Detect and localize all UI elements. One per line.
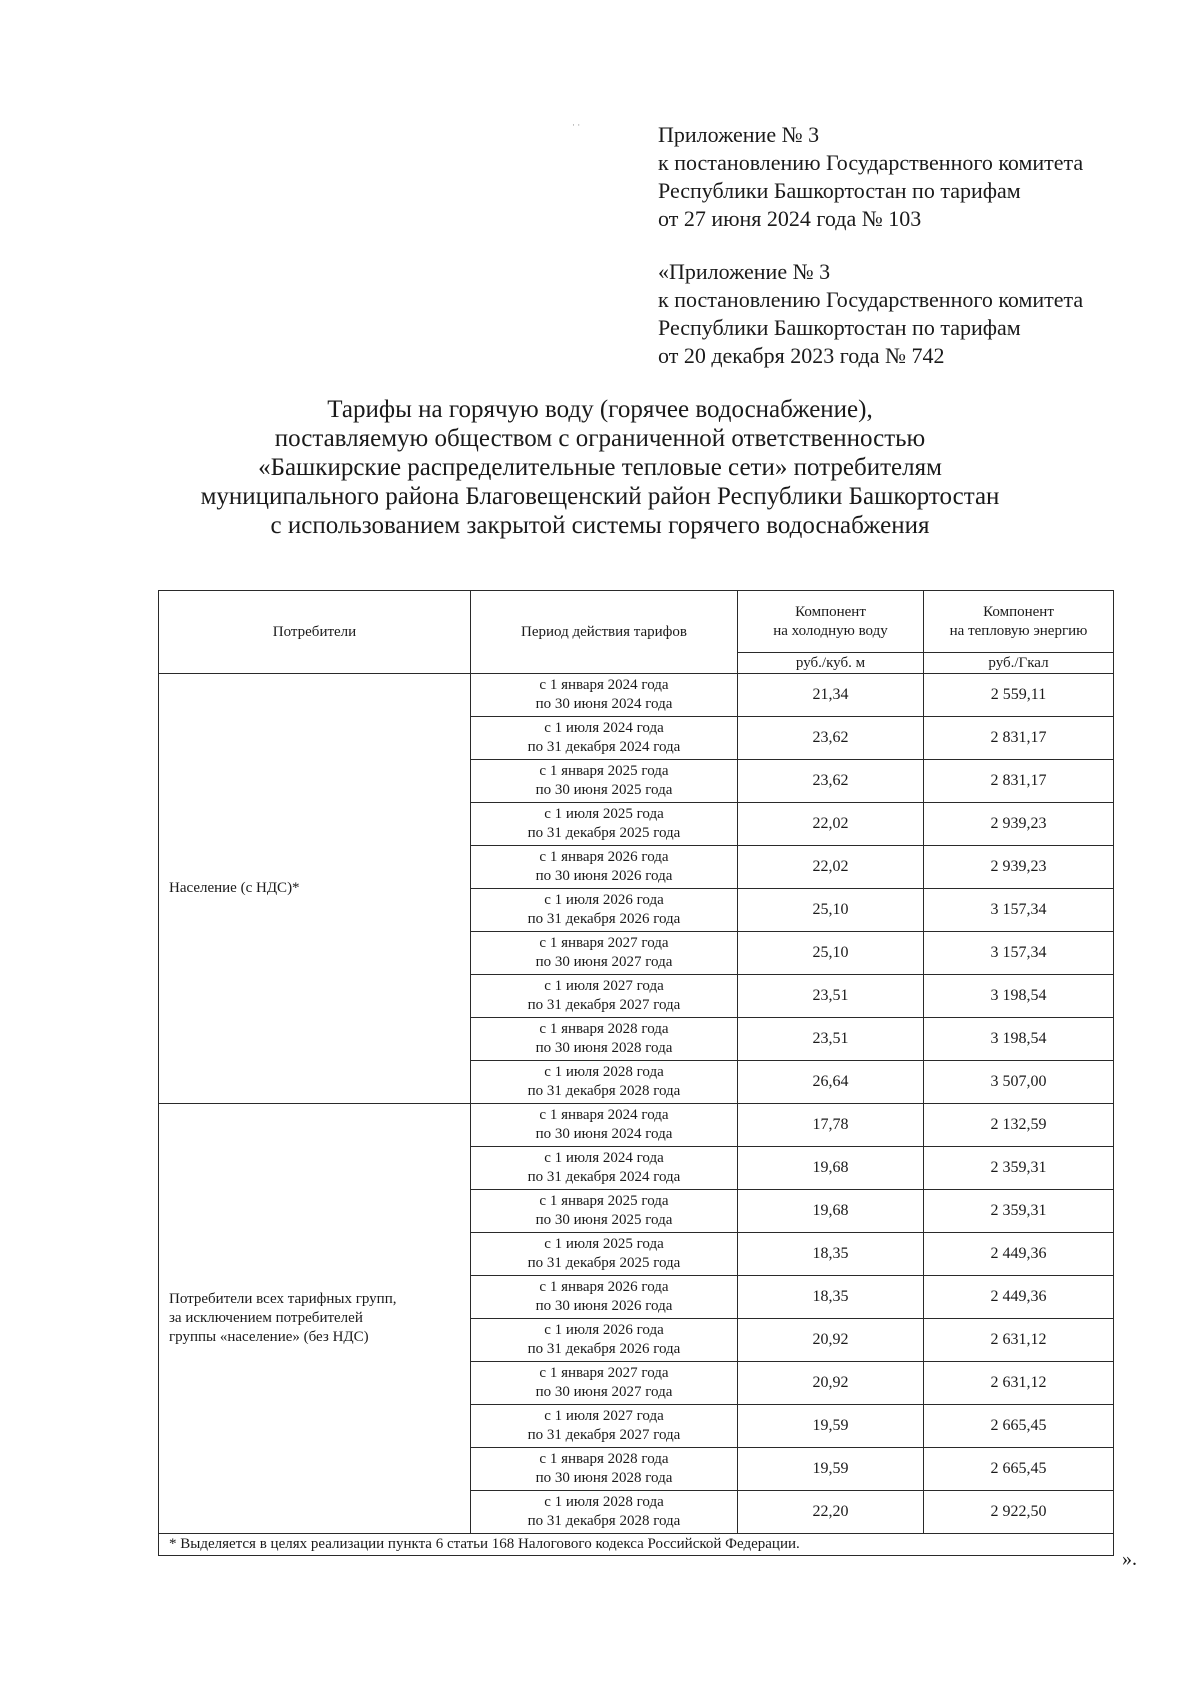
- closing-quote-mark: ».: [1122, 1548, 1137, 1570]
- period-from: с 1 января 2027 года: [539, 935, 669, 951]
- cold-water-value: 17,78: [738, 1104, 924, 1147]
- appendix-line: Республики Башкортостан по тарифам: [658, 178, 1021, 203]
- appendix-line: Приложение № 3: [658, 122, 820, 147]
- consumer-group-name-line: группы «население» (без НДС): [169, 1329, 369, 1345]
- heat-value: 2 359,31: [924, 1190, 1114, 1233]
- period-from: с 1 января 2024 года: [539, 1107, 669, 1123]
- period-cell: [471, 1448, 738, 1491]
- consumer-group-cell: [159, 674, 471, 1104]
- period-to: по 30 июня 2028 года: [535, 1040, 673, 1056]
- heat-value: 3 157,34: [924, 932, 1114, 975]
- period-cell: [471, 846, 738, 889]
- period-cell: [471, 1319, 738, 1362]
- appendix-line: к постановлению Государственного комитета: [658, 150, 1084, 175]
- period-to: по 30 июня 2026 года: [535, 868, 673, 884]
- heat-value: 2 831,17: [924, 760, 1114, 803]
- header-heat-line1: Компонент: [983, 603, 1054, 620]
- document-title: [0, 395, 1200, 540]
- consumer-group-name-line: за исключением потребителей: [169, 1310, 363, 1326]
- period-from: с 1 июля 2026 года: [544, 1322, 664, 1338]
- period-to: по 30 июня 2024 года: [535, 1126, 673, 1142]
- header-cold-water-unit: руб./куб. м: [738, 653, 924, 674]
- heat-value: 2 665,45: [924, 1448, 1114, 1491]
- appendix-line: к постановлению Государственного комитета: [658, 287, 1084, 312]
- period-cell: [471, 889, 738, 932]
- heat-value: 2 359,31: [924, 1147, 1114, 1190]
- period-from: с 1 июля 2024 года: [544, 1150, 664, 1166]
- period-cell: [471, 1190, 738, 1233]
- header-cold-water-line2: на холодную воду: [773, 622, 888, 639]
- cold-water-value: 23,51: [738, 975, 924, 1018]
- cold-water-value: 18,35: [738, 1233, 924, 1276]
- scan-artifact: · ·: [572, 120, 581, 130]
- period-from: с 1 июля 2025 года: [544, 1236, 664, 1252]
- heat-value: 3 198,54: [924, 975, 1114, 1018]
- heat-value: 2 939,23: [924, 803, 1114, 846]
- period-from: с 1 января 2026 года: [539, 849, 669, 865]
- period-to: по 30 июня 2026 года: [535, 1298, 673, 1314]
- period-to: по 31 декабря 2026 года: [527, 1341, 681, 1357]
- period-from: с 1 июля 2024 года: [544, 720, 664, 736]
- heat-value: 2 449,36: [924, 1233, 1114, 1276]
- header-consumers: Потребители: [159, 591, 471, 674]
- period-cell: [471, 717, 738, 760]
- period-from: с 1 июля 2026 года: [544, 892, 664, 908]
- period-from: с 1 июля 2027 года: [544, 1408, 664, 1424]
- period-cell: [471, 1147, 738, 1190]
- period-from: с 1 января 2027 года: [539, 1365, 669, 1381]
- appendix-header-current: [658, 121, 1083, 233]
- heat-value: 3 198,54: [924, 1018, 1114, 1061]
- appendix-line: «Приложение № 3: [658, 259, 831, 284]
- period-from: с 1 января 2025 года: [539, 1193, 669, 1209]
- appendix-line: Республики Башкортостан по тарифам: [658, 315, 1021, 340]
- cold-water-value: 19,68: [738, 1190, 924, 1233]
- period-from: с 1 июля 2025 года: [544, 806, 664, 822]
- cold-water-value: 19,59: [738, 1405, 924, 1448]
- cold-water-value: 22,02: [738, 803, 924, 846]
- cold-water-value: 19,59: [738, 1448, 924, 1491]
- heat-value: 2 665,45: [924, 1405, 1114, 1448]
- consumer-group-name-line: Потребители всех тарифных групп,: [169, 1291, 397, 1307]
- period-to: по 31 декабря 2025 года: [527, 825, 681, 841]
- cold-water-value: 21,34: [738, 674, 924, 717]
- title-line: муниципального района Благовещенский район Республики Башкортостан: [200, 483, 1000, 510]
- cold-water-value: 26,64: [738, 1061, 924, 1104]
- period-from: с 1 июля 2028 года: [544, 1064, 664, 1080]
- cold-water-value: 19,68: [738, 1147, 924, 1190]
- appendix-header-original: [658, 258, 1083, 370]
- period-cell: [471, 674, 738, 717]
- cold-water-value: 25,10: [738, 932, 924, 975]
- period-to: по 30 июня 2027 года: [535, 1384, 673, 1400]
- cold-water-value: 20,92: [738, 1362, 924, 1405]
- period-to: по 31 декабря 2024 года: [527, 1169, 681, 1185]
- table-row: [159, 1104, 1114, 1147]
- period-cell: [471, 1362, 738, 1405]
- appendix-line: от 20 декабря 2023 года № 742: [658, 343, 945, 368]
- heat-value: 2 922,50: [924, 1491, 1114, 1534]
- cold-water-value: 23,62: [738, 760, 924, 803]
- period-to: по 30 июня 2028 года: [535, 1470, 673, 1486]
- tariff-table-body: [159, 674, 1114, 1534]
- header-period: Период действия тарифов: [471, 591, 738, 674]
- period-from: с 1 июля 2027 года: [544, 978, 664, 994]
- heat-value: 2 831,17: [924, 717, 1114, 760]
- period-to: по 30 июня 2027 года: [535, 954, 673, 970]
- header-cold-water-line1: Компонент: [795, 603, 866, 620]
- period-cell: [471, 1061, 738, 1104]
- heat-value: 3 507,00: [924, 1061, 1114, 1104]
- appendix-line: от 27 июня 2024 года № 103: [658, 206, 922, 231]
- heat-value: 2 132,59: [924, 1104, 1114, 1147]
- cold-water-value: 22,02: [738, 846, 924, 889]
- title-line: Тарифы на горячую воду (горячее водоснабжение),: [327, 396, 873, 423]
- period-from: с 1 января 2026 года: [539, 1279, 669, 1295]
- title-line: «Башкирские распределительные тепловые сети» потребителям: [258, 454, 942, 481]
- cold-water-value: 25,10: [738, 889, 924, 932]
- table-footnote: * Выделяется в целях реализации пункта 6 статьи 168 Налогового кодекса Российской Федерации.: [159, 1534, 1114, 1556]
- title-line: поставляемую обществом с ограниченной ответственностью: [274, 425, 926, 452]
- period-from: с 1 января 2025 года: [539, 763, 669, 779]
- heat-value: 2 449,36: [924, 1276, 1114, 1319]
- period-cell: [471, 803, 738, 846]
- period-from: с 1 января 2028 года: [539, 1021, 669, 1037]
- heat-value: 2 631,12: [924, 1319, 1114, 1362]
- consumer-group-name-line: Население (с НДС)*: [169, 880, 300, 896]
- cold-water-value: 20,92: [738, 1319, 924, 1362]
- period-cell: [471, 760, 738, 803]
- period-to: по 30 июня 2024 года: [535, 696, 673, 712]
- period-cell: [471, 1104, 738, 1147]
- tariff-table: [158, 590, 1114, 1556]
- header-heat-line2: на тепловую энергию: [949, 622, 1088, 639]
- period-cell: [471, 932, 738, 975]
- period-to: по 31 декабря 2025 года: [527, 1255, 681, 1271]
- cold-water-value: 22,20: [738, 1491, 924, 1534]
- period-to: по 31 декабря 2027 года: [527, 997, 681, 1013]
- title-line: с использованием закрытой системы горячего водоснабжения: [270, 512, 930, 539]
- period-cell: [471, 1491, 738, 1534]
- period-to: по 31 декабря 2024 года: [527, 739, 681, 755]
- period-from: с 1 января 2024 года: [539, 677, 669, 693]
- period-to: по 31 декабря 2027 года: [527, 1427, 681, 1443]
- period-cell: [471, 975, 738, 1018]
- period-to: по 31 декабря 2026 года: [527, 911, 681, 927]
- heat-value: 2 631,12: [924, 1362, 1114, 1405]
- period-cell: [471, 1405, 738, 1448]
- period-from: с 1 июля 2028 года: [544, 1494, 664, 1510]
- heat-value: 2 939,23: [924, 846, 1114, 889]
- header-heat: [924, 591, 1114, 653]
- heat-value: 3 157,34: [924, 889, 1114, 932]
- period-cell: [471, 1233, 738, 1276]
- period-to: по 30 июня 2025 года: [535, 782, 673, 798]
- period-to: по 31 декабря 2028 года: [527, 1513, 681, 1529]
- period-cell: [471, 1018, 738, 1061]
- heat-value: 2 559,11: [924, 674, 1114, 717]
- cold-water-value: 23,51: [738, 1018, 924, 1061]
- header-cold-water: [738, 591, 924, 653]
- period-cell: [471, 1276, 738, 1319]
- period-to: по 31 декабря 2028 года: [527, 1083, 681, 1099]
- header-heat-unit: руб./Гкал: [924, 653, 1114, 674]
- cold-water-value: 23,62: [738, 717, 924, 760]
- table-row: [159, 674, 1114, 717]
- period-from: с 1 января 2028 года: [539, 1451, 669, 1467]
- period-to: по 30 июня 2025 года: [535, 1212, 673, 1228]
- cold-water-value: 18,35: [738, 1276, 924, 1319]
- consumer-group-cell: [159, 1104, 471, 1534]
